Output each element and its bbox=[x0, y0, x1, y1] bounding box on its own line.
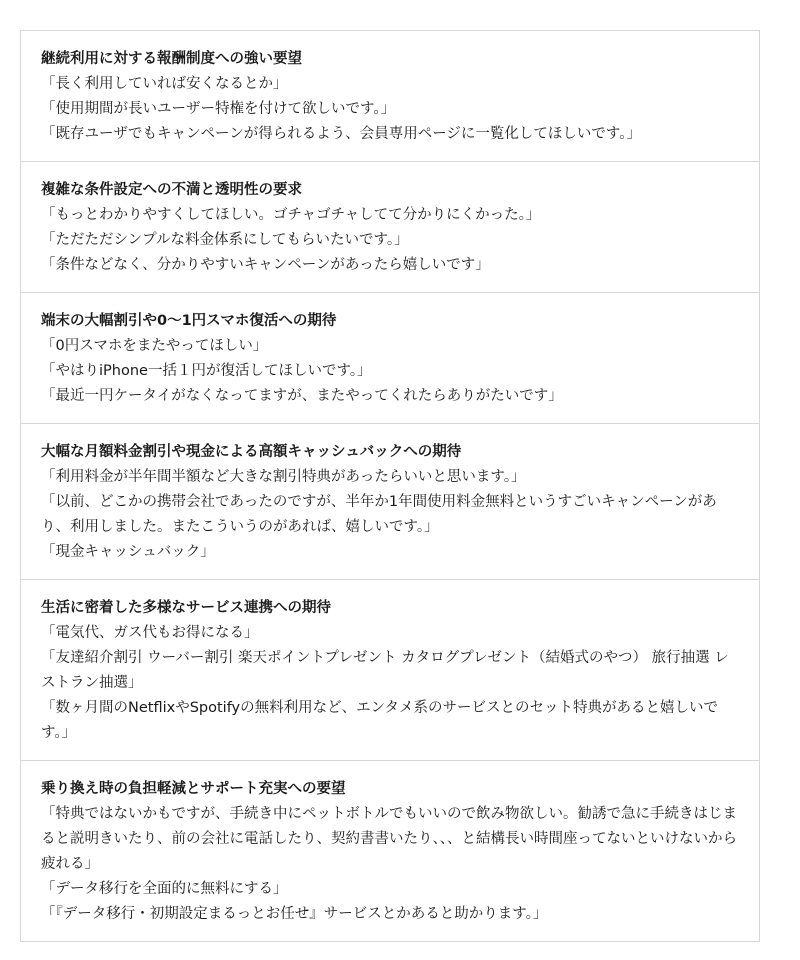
quote: 「特典ではないかもですが、手続き中にペットボトルでもいいので飲み物欲しい。勧誘で急に手続きはじまると説明きいたり、前の会社に電話したり、契約書書いたり、、、と結構長い時間座ってないといけないから疲れる」 bbox=[41, 806, 737, 872]
quote: 「電気代、ガス代もお得になる」 bbox=[41, 625, 259, 641]
survey-comments-panel bbox=[20, 30, 760, 942]
section-title: 複雑な条件設定への不満と透明性の要求 bbox=[41, 182, 302, 198]
section-device-discounts bbox=[21, 293, 759, 424]
section-title: 大幅な月額料金割引や現金による高額キャッシュバックへの期待 bbox=[41, 444, 462, 460]
quote: 「利用料金が半年間半額など大きな割引特典があったらいいと思います。」 bbox=[41, 469, 526, 485]
section-title: 生活に密着した多様なサービス連携への期待 bbox=[41, 600, 331, 616]
quote: 「ただただシンプルな料金体系にしてもらいたいです。」 bbox=[41, 232, 409, 248]
quote: 「やはりiPhone一括１円が復活してほしいです。」 bbox=[41, 363, 372, 379]
quote: 「数ヶ月間のNetflixやSpotifyの無料利用など、エンタメ系のサービスとのセット特典があると嬉しいです。」 bbox=[41, 700, 719, 741]
section-loyalty-rewards bbox=[21, 31, 759, 162]
quote: 「既存ユーザでもキャンペーンが得られるよう、会員専用ページに一覧化してほしいです。」 bbox=[41, 126, 642, 142]
section-simplicity-transparency bbox=[21, 162, 759, 293]
quote: 「現金キャッシュバック」 bbox=[41, 544, 215, 560]
section-service-partnerships bbox=[21, 580, 759, 761]
section-title: 端末の大幅割引や0〜1円スマホ復活への期待 bbox=[41, 313, 337, 329]
quote: 「友達紹介割引 ウーバー割引 楽天ポイントプレゼント カタログプレゼント（結婚式のやつ） 旅行抽選 レストラン抽選」 bbox=[41, 650, 729, 691]
section-title: 乗り換え時の負担軽減とサポート充実への要望 bbox=[41, 781, 346, 797]
quote: 「『データ移行・初期設定まるっとお任せ』サービスとかあると助かります。」 bbox=[41, 906, 548, 922]
section-title: 継続利用に対する報酬制度への強い要望 bbox=[41, 51, 302, 67]
section-monthly-discounts-cashback bbox=[21, 424, 759, 580]
quote: 「0円スマホをまたやってほしい」 bbox=[41, 338, 268, 354]
quote: 「条件などなく、分かりやすいキャンペーンがあったら嬉しいです」 bbox=[41, 257, 490, 273]
quote: 「使用期間が長いユーザー特権を付けて欲しいです。」 bbox=[41, 101, 396, 117]
section-switching-support bbox=[21, 761, 759, 941]
quote: 「以前、どこかの携帯会社であったのですが、半年か1年間使用料金無料というすごいキャンペーンがあり、利用しました。またこういうのがあれば、嬉しいです。」 bbox=[41, 494, 717, 535]
quote: 「もっとわかりやすくしてほしい。ゴチャゴチャしてて分かりにくかった。」 bbox=[41, 207, 541, 223]
quote: 「最近一円ケータイがなくなってますが、またやってくれたらありがたいです」 bbox=[41, 388, 563, 404]
quote: 「データ移行を全面的に無料にする」 bbox=[41, 881, 288, 897]
quote: 「長く利用していれば安くなるとか」 bbox=[41, 76, 288, 92]
